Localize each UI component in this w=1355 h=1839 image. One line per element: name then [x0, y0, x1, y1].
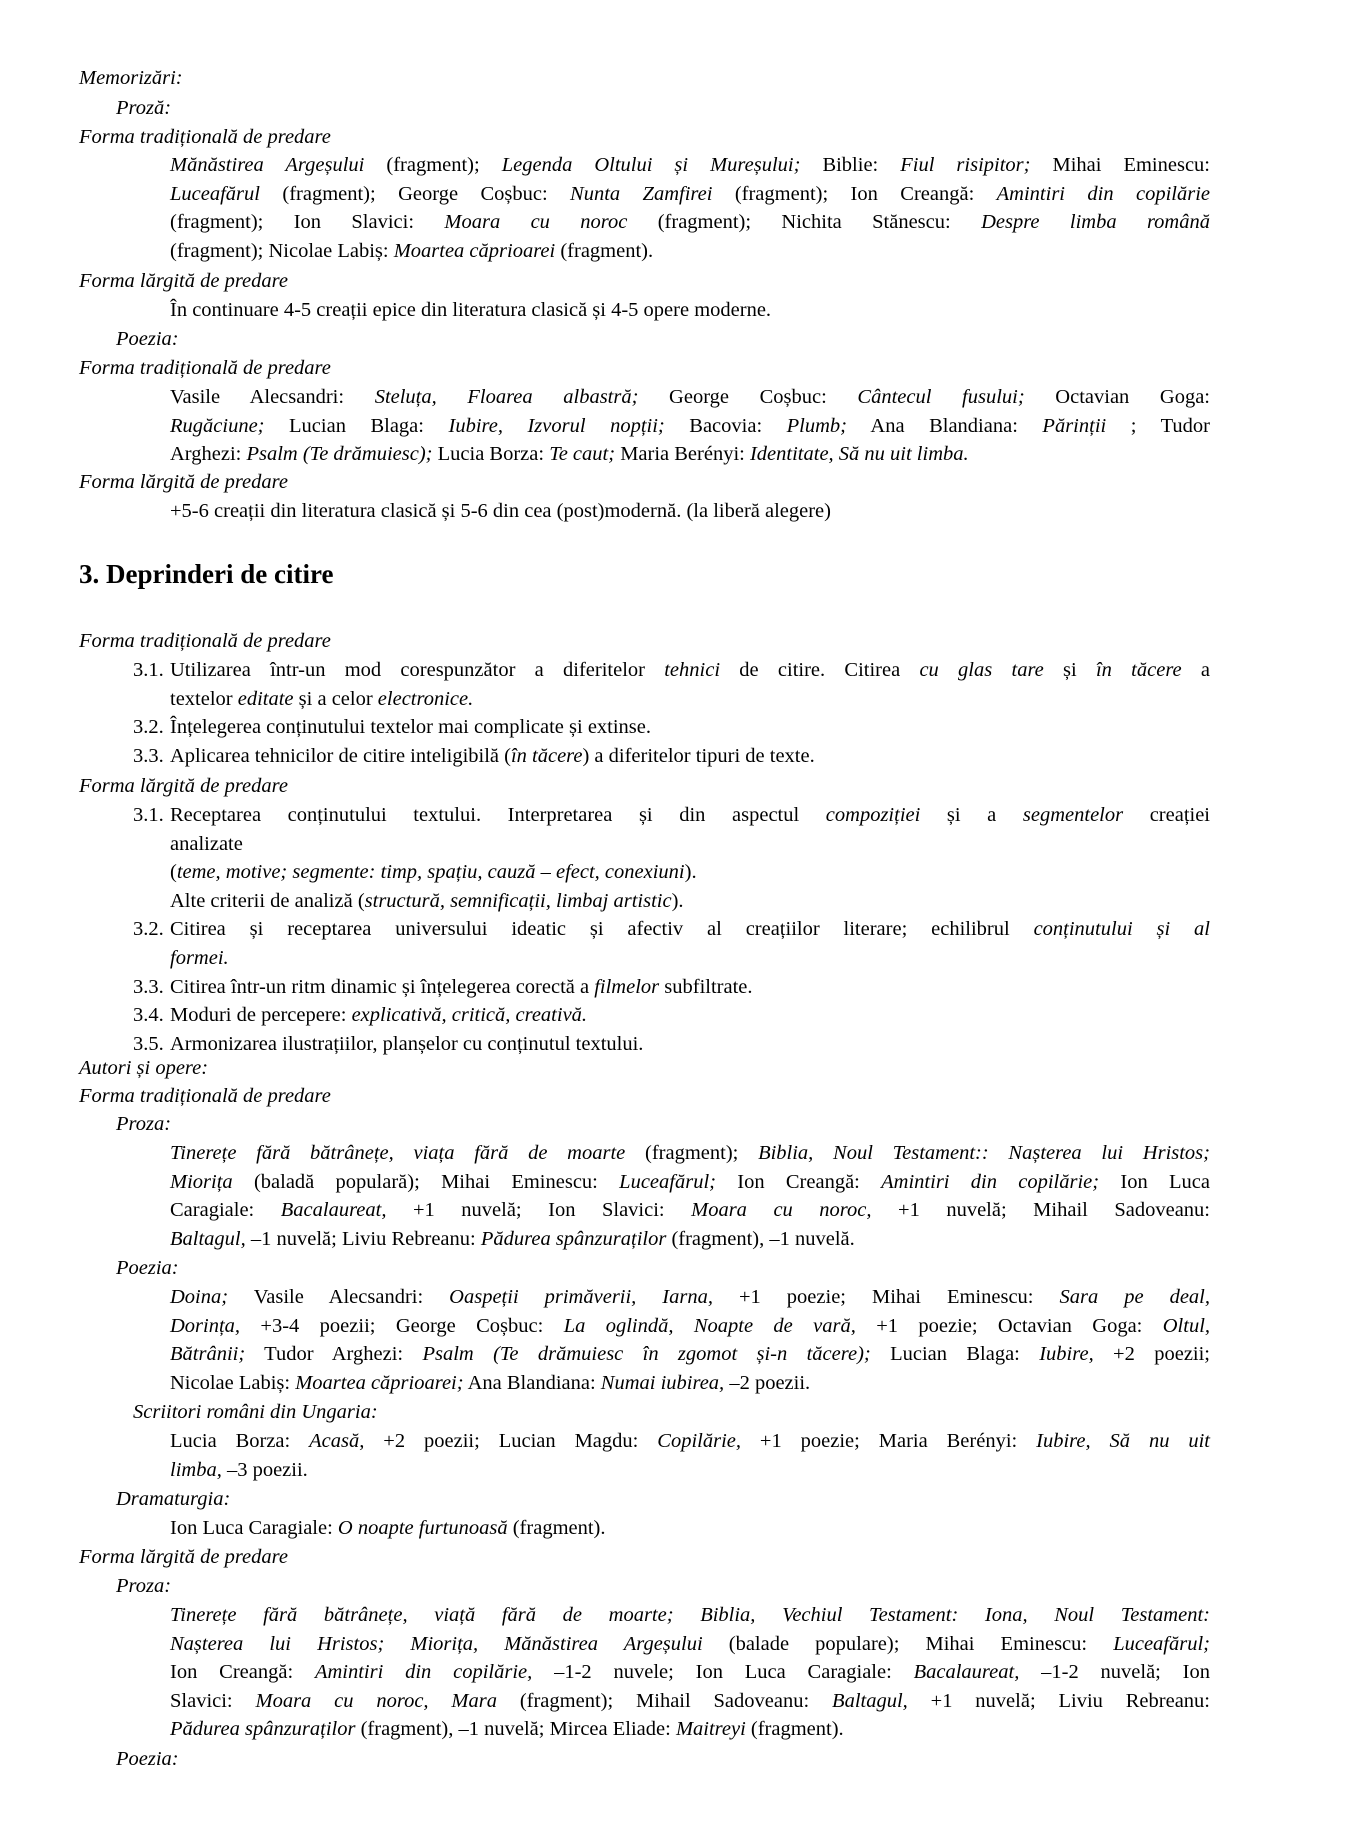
text-run: Ana Blandiana: — [847, 414, 1043, 437]
text-line — [170, 180, 1210, 209]
italic-title: Luceafărul; — [619, 1170, 716, 1193]
text-run: (fragment); Ion Creangă: — [712, 182, 997, 205]
italic-title: compoziției — [825, 804, 921, 826]
text-run: George Coșbuc: — [638, 386, 858, 408]
proza2-label: Proza: — [116, 1575, 172, 1597]
italic-title: Copilărie, — [657, 1430, 741, 1452]
text-run: (fragment), –1 nuvelă. — [666, 1227, 855, 1250]
italic-title: Părinții — [1042, 414, 1107, 437]
text-run: +3-4 poezii; George Coșbuc: — [240, 1314, 564, 1337]
text-run: a — [1181, 659, 1210, 681]
text-run: (fragment); Nichita Stănescu: — [627, 211, 982, 234]
text-run: +1 nuvelă; Liviu Rebreanu: — [907, 1689, 1211, 1712]
text-run: Lucia Borza: — [432, 443, 550, 466]
list-item-number: 3.5. — [133, 1032, 164, 1055]
list-item-number: 3.1. — [133, 804, 164, 826]
poezia2-label: Poezia: — [116, 1748, 179, 1770]
text-run: –1-2 nuvele; Ion Luca Caragiale: — [532, 1661, 914, 1684]
italic-title: teme, motive; segmente: timp, spațiu, cauză – efect, conexiuni — [176, 861, 685, 884]
italic-title: Iubire, — [1039, 1343, 1094, 1366]
text-line — [170, 208, 1210, 237]
text-run: Vasile Alecsandri: — [228, 1286, 450, 1308]
text-run: Ana Blandiana: — [463, 1371, 601, 1394]
text-line — [170, 383, 1210, 412]
text-run: Mihai Eminescu: — [1030, 154, 1210, 176]
text-run: Citirea și receptarea universului ideatic și afectiv al creațiilor literare; echilibrul — [170, 918, 1034, 941]
text-line — [170, 685, 473, 714]
italic-title: Oltul, — [1162, 1314, 1211, 1337]
text-line — [170, 1340, 1210, 1369]
italic-title: Bacalaureat, — [280, 1199, 387, 1222]
italic-title: Moara cu noroc — [444, 211, 628, 234]
italic-title: Amintiri din copilărie — [996, 182, 1210, 205]
text-run: și a celor — [293, 687, 378, 710]
italic-title: Plumb; — [786, 414, 848, 437]
text-line — [170, 887, 684, 916]
text-run: –2 poezii. — [724, 1371, 811, 1394]
italic-title: La oglindă, Noapte de vară, — [563, 1314, 856, 1337]
italic-title: Rugăciune; — [170, 414, 265, 437]
text-run: Armonizarea ilustrațiilor, planșelor cu conținutul textului. — [170, 1032, 644, 1055]
text-line — [170, 915, 1210, 944]
text-line — [170, 1196, 1210, 1225]
text-line — [170, 830, 243, 859]
text-run: +1 nuvelă; Ion Slavici: — [386, 1199, 692, 1222]
italic-title: Biblia, Noul Testament:: Nașterea lui Hristos; — [758, 1142, 1210, 1164]
italic-title: Moartea căprioarei — [393, 239, 556, 262]
text-run: ( — [170, 861, 177, 884]
text-run: Biblie: — [800, 154, 901, 176]
text-line — [170, 858, 697, 887]
text-run: (fragment); — [625, 1142, 759, 1164]
text-line — [170, 742, 815, 771]
list-item-number: 3.4. — [133, 1004, 164, 1027]
poezia-larg-text: +5-6 creații din literatura clasică și 5-6 din cea (post)modernă. (la liberă alegere) — [170, 500, 831, 522]
italic-title: în tăcere — [510, 744, 583, 767]
list-item-number: 3.2. — [133, 918, 164, 941]
text-line — [170, 973, 753, 1002]
italic-title: Nașterea lui Hristos; Miorița, Mănăstirea Argeșului — [170, 1632, 703, 1655]
text-line — [170, 1456, 308, 1485]
text-run: Slavici: — [170, 1689, 256, 1712]
text-run: Bacovia: — [664, 414, 787, 437]
text-run: (fragment), –1 nuvelă; Mircea Eliade: — [355, 1718, 676, 1741]
italic-title: Identitate, Să nu uit limba. — [749, 443, 969, 466]
text-line — [170, 656, 1210, 685]
forma-largita-label: Forma lărgită de predare — [79, 270, 288, 292]
text-run: și — [1043, 659, 1096, 681]
text-run: +2 poezii; Lucian Magdu: — [364, 1430, 658, 1452]
text-run: Utilizarea într-un mod corespunzător a diferitelor — [170, 659, 665, 681]
text-line — [170, 1715, 844, 1744]
italic-title: Psalm (Te drămuiesc în zgomot și-n tăcere); — [422, 1343, 871, 1366]
italic-title: structură, semnificații, limbaj artistic — [364, 889, 672, 912]
text-line — [170, 1369, 810, 1398]
italic-title: tehnici — [664, 659, 721, 681]
text-line — [170, 1139, 1210, 1168]
proza-label: Proză: — [116, 97, 172, 119]
text-run: Receptarea conținutului textului. Interpretarea și din aspectul — [170, 804, 826, 826]
poezia-forma-traditionala-label: Forma tradițională de predare — [79, 357, 331, 379]
italic-title: Dorința, — [170, 1314, 241, 1337]
italic-title: cu glas tare — [919, 659, 1044, 681]
text-line — [170, 1225, 855, 1254]
text-run: Ion Creangă: — [170, 1661, 315, 1684]
text-run: +1 poezie; Octavian Goga: — [855, 1314, 1163, 1337]
text-line — [170, 1514, 606, 1543]
text-run: (fragment); Mihail Sadoveanu: — [496, 1689, 833, 1712]
italic-title: Luceafărul; — [1113, 1632, 1210, 1655]
text-run: (balade populare); Mihai Eminescu: — [702, 1632, 1114, 1655]
text-run: Nicolae Labiș: — [170, 1371, 296, 1394]
text-run: (fragment). — [507, 1517, 606, 1539]
italic-title: Baltagul, — [832, 1689, 908, 1712]
italic-title: Maitreyi — [675, 1718, 746, 1741]
text-run: Aplicarea tehnicilor de citire inteligibilă ( — [170, 744, 511, 767]
italic-title: Cântecul fusului; — [857, 386, 1025, 408]
text-run: Lucian Blaga: — [264, 414, 449, 437]
text-run: Ion Luca Caragiale: — [170, 1517, 338, 1539]
text-run: Caragiale: — [170, 1199, 281, 1222]
italic-title: electronice. — [377, 687, 474, 710]
text-run: Vasile Alecsandri: — [170, 386, 375, 408]
text-line — [170, 151, 1210, 180]
text-run: +2 poezii; — [1093, 1343, 1211, 1366]
dramaturgia-label: Dramaturgia: — [116, 1488, 231, 1510]
text-run: (fragment); — [364, 154, 502, 176]
text-line — [170, 1601, 1210, 1630]
italic-title: formei. — [170, 947, 229, 969]
text-run: ). — [684, 861, 697, 884]
italic-title: Moartea căprioarei; — [295, 1371, 464, 1394]
italic-title: Despre limba română — [981, 211, 1210, 234]
italic-title: Tinerețe fără bătrânețe, viață fără de moarte; Biblia, Vechiul Testament: Iona, Noul Testament: — [170, 1604, 1210, 1626]
text-run: +1 poezie; Maria Berényi: — [741, 1430, 1037, 1452]
text-run: (fragment); Ion Slavici: — [170, 211, 445, 234]
italic-title: conținutului și al — [1033, 918, 1210, 941]
text-line — [170, 1168, 1210, 1197]
italic-title: Bacalaureat, — [913, 1661, 1020, 1684]
text-run: subfiltrate. — [659, 975, 753, 998]
italic-title: Baltagul, — [170, 1227, 246, 1250]
text-run: și a — [920, 804, 1023, 826]
text-run: textelor — [170, 687, 238, 710]
text-run: analizate — [170, 832, 243, 855]
text-line — [170, 713, 651, 742]
text-run: (fragment). — [745, 1718, 844, 1741]
text-line — [170, 1030, 643, 1059]
text-line — [170, 1312, 1210, 1341]
autori-poezia-label: Poezia: — [116, 1257, 179, 1279]
italic-title: filmelor — [594, 975, 660, 998]
list-item-number: 3.3. — [133, 975, 164, 998]
text-line — [170, 1658, 1210, 1687]
italic-title: editate — [237, 687, 294, 710]
text-line — [170, 440, 969, 469]
text-line — [170, 237, 653, 266]
text-line — [170, 801, 1210, 830]
text-run: Citirea într-un ritm dinamic și înțelegerea corectă a — [170, 975, 595, 998]
memorizari-heading: Memorizări: — [79, 67, 183, 89]
poezia-forma-largita-label: Forma lărgită de predare — [79, 471, 288, 493]
text-run: Lucian Blaga: — [870, 1343, 1040, 1366]
list-item-number: 3.1. — [133, 659, 164, 681]
italic-title: Iubire, Să nu uit — [1036, 1430, 1211, 1452]
text-run: Tudor Arghezi: — [245, 1343, 423, 1366]
text-run: Moduri de percepere: — [170, 1004, 352, 1027]
italic-title: Amintiri din copilărie, — [314, 1661, 533, 1684]
text-run: Înțelegerea conținutului textelor mai complicate și extinse. — [170, 716, 652, 739]
italic-title: Fiul risipitor; — [900, 154, 1031, 176]
autori-label: Autori și opere: — [79, 1057, 209, 1079]
italic-title: Tinerețe fără bătrânețe, viața fără de moarte — [170, 1142, 626, 1164]
autori-forma-traditionala-label: Forma tradițională de predare — [79, 1085, 331, 1107]
text-run: Lucia Borza: — [170, 1430, 310, 1452]
text-run: Ion Luca — [1099, 1170, 1210, 1193]
italic-title: segmentelor — [1022, 804, 1124, 826]
s3-forma-traditionala-label: Forma tradițională de predare — [79, 630, 331, 652]
italic-title: Te caut; — [549, 443, 616, 466]
text-run: +1 nuvelă; Mihail Sadoveanu: — [871, 1199, 1210, 1222]
list-item-number: 3.3. — [133, 744, 164, 767]
italic-title: Acasă, — [309, 1430, 365, 1452]
italic-title: explicativă, critică, creativă. — [351, 1004, 588, 1027]
text-run: de citire. Citirea — [720, 659, 920, 681]
italic-title: Psalm (Te drămuiesc); — [246, 443, 433, 466]
italic-title: Pădurea spânzuraților — [480, 1227, 667, 1250]
italic-title: în tăcere — [1095, 659, 1182, 681]
text-line — [170, 944, 229, 973]
text-run: Maria Berényi: — [615, 443, 750, 466]
memorizari-larg-text: În continuare 4-5 creații epice din literatura clasică și 4-5 opere moderne. — [170, 299, 772, 321]
text-run: (fragment). — [555, 239, 654, 262]
italic-title: Moara cu noroc, Mara — [255, 1689, 497, 1712]
text-line — [170, 1630, 1210, 1659]
scriitori-label: Scriitori români din Ungaria: — [133, 1401, 378, 1423]
list-item-number: 3.2. — [133, 716, 164, 739]
italic-title: Mănăstirea Argeșului — [170, 154, 365, 176]
text-run: ; Tudor — [1106, 414, 1210, 437]
italic-title: Bătrânii; — [170, 1343, 246, 1366]
text-run: (fragment); George Coșbuc: — [259, 182, 571, 205]
text-run: Octavian Goga: — [1024, 386, 1210, 408]
italic-title: limba, — [170, 1458, 222, 1481]
text-run: (baladă populară); Mihai Eminescu: — [232, 1170, 620, 1193]
text-run: ). — [671, 889, 684, 912]
text-run: Alte criterii de analiză ( — [170, 889, 365, 912]
forma-traditionala-label: Forma tradițională de predare — [79, 126, 331, 148]
italic-title: Amintiri din copilărie; — [881, 1170, 1100, 1193]
italic-title: Pădurea spânzuraților — [170, 1718, 356, 1741]
text-run: (fragment); Nicolae Labiș: — [170, 239, 394, 262]
italic-title: Sara pe deal, — [1059, 1286, 1210, 1308]
text-line — [170, 412, 1210, 441]
text-line — [170, 1001, 587, 1030]
text-line — [170, 1427, 1210, 1456]
larg2-label: Forma lărgită de predare — [79, 1546, 288, 1568]
text-line — [170, 1283, 1210, 1312]
italic-title: Moara cu noroc, — [691, 1199, 872, 1222]
text-run: +1 poezie; Mihai Eminescu: — [713, 1286, 1060, 1308]
italic-title: Luceafărul — [170, 182, 260, 205]
text-run: –1-2 nuvelă; Ion — [1019, 1661, 1210, 1684]
text-run: –3 poezii. — [221, 1458, 308, 1481]
italic-title: Doina; — [170, 1286, 229, 1308]
italic-title: Steluța, Floarea albastră; — [374, 386, 639, 408]
text-run: Arghezi: — [170, 443, 247, 466]
italic-title: O noapte furtunoasă — [337, 1517, 508, 1539]
italic-title: Nunta Zamfirei — [570, 182, 713, 205]
section-3-title: 3. Deprinderi de citire — [79, 559, 334, 589]
italic-title: Numai iubirea, — [600, 1371, 725, 1394]
text-run: Ion Creangă: — [715, 1170, 882, 1193]
text-run: creației — [1123, 804, 1211, 826]
text-line — [170, 1687, 1210, 1716]
text-run: ) a diferitelor tipuri de texte. — [582, 744, 815, 767]
italic-title: Oaspeții primăverii, Iarna, — [449, 1286, 713, 1308]
s3-forma-largita-label: Forma lărgită de predare — [79, 775, 288, 797]
text-run: –1 nuvelă; Liviu Rebreanu: — [245, 1227, 481, 1250]
italic-title: Legenda Oltului și Mureșului; — [501, 154, 801, 176]
autori-proza-label: Proza: — [116, 1113, 172, 1135]
italic-title: Miorița — [170, 1170, 233, 1193]
poezia-label: Poezia: — [116, 328, 179, 350]
italic-title: Iubire, Izvorul nopții; — [448, 414, 665, 437]
